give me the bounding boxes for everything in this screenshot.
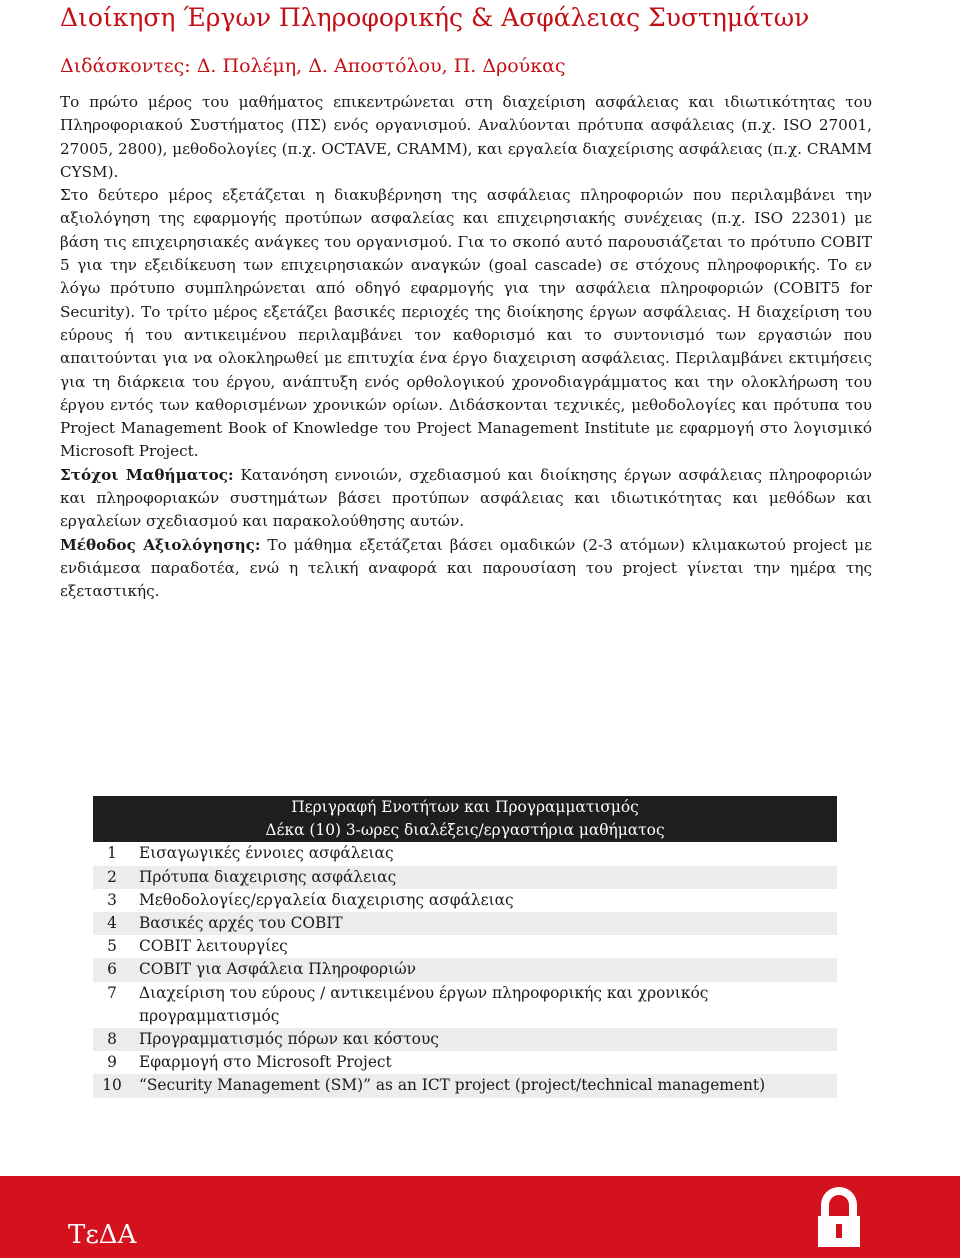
unit-topic: COBIT λειτουργίες bbox=[139, 937, 288, 956]
units-table bbox=[93, 796, 837, 1098]
page-title: Διοίκηση Έργων Πληροφορικής & Ασφάλειας Συστημάτων bbox=[60, 3, 810, 32]
table-row bbox=[93, 1028, 837, 1051]
course-goals bbox=[60, 464, 872, 534]
unit-number: 6 bbox=[93, 958, 131, 981]
unit-topic: “Security Management (SM)” as an ICT project (project/technical management) bbox=[131, 1074, 837, 1097]
table-row bbox=[93, 958, 837, 981]
footer-bar bbox=[0, 1176, 960, 1258]
unit-number: 1 bbox=[107, 844, 117, 863]
unit-number: 7 bbox=[107, 983, 117, 1002]
evaluation-text: Το μάθημα εξετάζεται βάσει ομαδικών (2-3 ατόμων) κλιμακωτού project με ενδιάμεσα παραδοτέα, ενώ η τελική αναφορά και παρουσίαση του project γίνεται την ημέρα της εξεταστικής. bbox=[60, 535, 872, 601]
unit-topic: Προγραμματισμός πόρων και κόστους bbox=[131, 1028, 837, 1051]
table-row bbox=[93, 982, 837, 1028]
unit-number: 10 bbox=[93, 1074, 131, 1097]
units-table-heading: Περιγραφή Ενοτήτων και Προγραμματισμός bbox=[93, 796, 837, 819]
table-row bbox=[93, 912, 837, 935]
unit-topic: Πρότυπα διαχειρισης ασφάλειας bbox=[131, 866, 837, 889]
unit-number: 5 bbox=[107, 937, 117, 956]
unit-number: 2 bbox=[93, 866, 131, 889]
unit-number: 9 bbox=[107, 1053, 117, 1072]
instructors: Διδάσκοντες: Δ. Πολέμη, Δ. Αποστόλου, Π. Δρούκας bbox=[60, 55, 566, 77]
unit-number: 8 bbox=[93, 1028, 131, 1051]
paragraph-part-one: Το πρώτο μέρος του μαθήματος επικεντρώνεται στη διαχείριση ασφάλειας και ιδιωτικότητας του Πληροφοριακού Συστήματος (ΠΣ) ενός οργανισμού. Αναλύονται πρότυπα ασφάλειας (π.χ. ISO 27001, 27005, 2800), μεθοδολογίες (π.χ. OCTAVE, CRAMM), και εργαλεία διαχείρισης ασφάλειας (π.χ. CRAMM CYSM). bbox=[60, 93, 872, 181]
unit-number: 3 bbox=[107, 890, 117, 909]
evaluation-label: Μέθοδος Αξιολόγησης: bbox=[60, 535, 261, 554]
goals-text: Κατανόηση εννοιών, σχεδιασμού και διοίκησης έργων ασφάλειας πληροφοριών και πληροφοριακών συστημάτων βάσει προτύπων ασφάλειας και ιδιωτικότητας και μεθόδων και εργαλείων σχεδιασμού και παρακολούθησης αυτών. bbox=[60, 465, 872, 531]
units-table-subheading: Δέκα (10) 3-ωρες διαλέξεις/εργαστήρια μαθήματος bbox=[93, 819, 837, 842]
table-row bbox=[93, 1074, 837, 1097]
unit-topic: Διαχείριση του εύρους / αντικειμένου έργων πληροφορικής και χρονικός προγραμματισμός bbox=[139, 983, 709, 1025]
goals-label: Στόχοι Μαθήματος: bbox=[60, 465, 234, 484]
unit-topic: COBIT για Ασφάλεια Πληροφοριών bbox=[131, 958, 837, 981]
table-row bbox=[93, 842, 837, 865]
table-row bbox=[93, 866, 837, 889]
unit-topic: Μεθοδολογίες/εργαλεία διαχειρισης ασφάλειας bbox=[139, 890, 514, 909]
table-row bbox=[93, 889, 837, 912]
lock-icon bbox=[814, 1186, 864, 1250]
unit-topic: Βασικές αρχές του COBIT bbox=[131, 912, 837, 935]
table-row bbox=[93, 935, 837, 958]
table-row bbox=[93, 1051, 837, 1074]
course-description bbox=[60, 91, 872, 604]
unit-topic: Εφαρμογή στο Microsoft Project bbox=[139, 1053, 392, 1072]
paragraph-part-two-three: Στο δεύτερο μέρος εξετάζεται η διακυβέρνηση της ασφάλειας πληροφοριών που περιλαμβάνει την αξιολόγηση της εφαρμογής προτύπων ασφαλείας και επιχειρησιακής συνέχειας (π.χ. ISO 22301) με βάση τις επιχειρησιακές ανάγκες του οργανισμού. Για το σκοπό αυτό παρουσιάζεται το πρότυπο COBIT 5 για την εξειδίκευση των επιχειρησιακών αναγκών (goal cascade) σε στόχους πληροφορικής. Το εν λόγω πρότυπο συμπληρώνεται από οδηγό εφαρμογής για την ασφάλεια πληροφοριών (COBIT5 for Security). Το τρίτο μέρος εξετάζει βασικές περιοχές της διοίκησης έργων ασφάλειας. Η διαχείριση του εύρους ή του αντικειμένου περιλαμβάνει τον καθορισμό και το συντονισμό των εργασιών που απαιτούνται για να ολοκληρωθεί με επιτυχία ένα έργο διαχειριση ασφάλειας. Περιλαμβάνει εκτιμήσεις για τη διάρκεια του έργου, ανάπτυξη ενός ορθολογικού χρονοδιαγράμματος και την ολοκλήρωση του έργου εντός των καθορισμένων χρονικών ορίων. Διδάσκονται τεχνικές, μεθοδολογίες και πρότυπα του Project Management Book of Knowledge του Project Management Institute με εφαρμογή στο λογισμικό Microsoft Project. bbox=[60, 186, 872, 461]
units-table-body bbox=[93, 842, 837, 1097]
footer-label: ΤεΔΑ bbox=[68, 1220, 137, 1250]
unit-topic: Εισαγωγικές έννοιες ασφάλειας bbox=[139, 844, 394, 863]
unit-number: 4 bbox=[93, 912, 131, 935]
evaluation-method bbox=[60, 534, 872, 604]
